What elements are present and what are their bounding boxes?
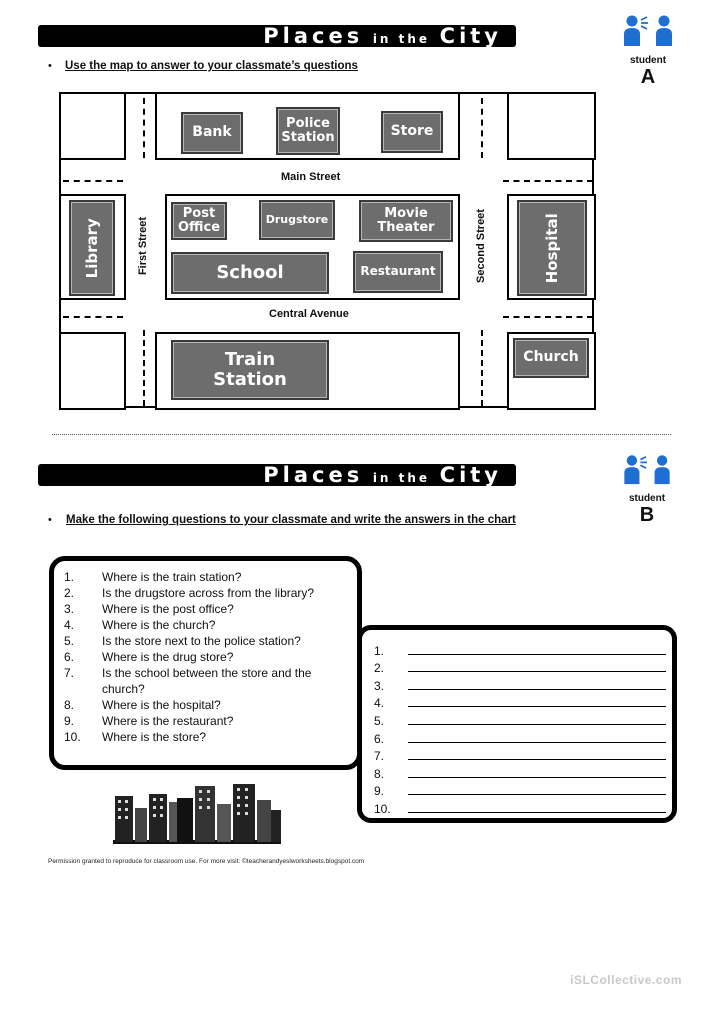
restaurant-building: Restaurant bbox=[353, 251, 443, 293]
question-item bbox=[64, 569, 354, 585]
question-text: Where is the drug store? bbox=[102, 650, 234, 664]
answer-row bbox=[374, 675, 666, 693]
answer-number: 5. bbox=[374, 713, 385, 728]
question-number: 1. bbox=[64, 570, 75, 584]
permission-note: Permission granted to reproduce for classroom use. For more visit: ©teacherandyeslworksheets.blogspot.com bbox=[48, 858, 365, 865]
lane-marking bbox=[143, 330, 145, 406]
city-map bbox=[59, 92, 594, 408]
question-text: Where is the train station? bbox=[102, 570, 242, 584]
answer-row bbox=[374, 658, 666, 676]
police-station-building: Police Station bbox=[276, 107, 340, 155]
bank-building: Bank bbox=[181, 112, 243, 154]
lane-marking bbox=[481, 330, 483, 406]
question-number: 8. bbox=[64, 698, 75, 712]
store-building: Store bbox=[381, 111, 443, 153]
answer-number: 2. bbox=[374, 661, 385, 676]
answer-line[interactable] bbox=[408, 724, 666, 725]
instruction-a: Use the map to answer to your classmate’s questions bbox=[65, 60, 358, 72]
answers-box bbox=[357, 625, 677, 823]
answer-number: 4. bbox=[374, 696, 385, 711]
school-building: School bbox=[171, 252, 329, 294]
student-label: student bbox=[629, 55, 667, 66]
student-b-badge bbox=[617, 452, 677, 526]
question-text: Is the store next to the police station? bbox=[102, 634, 301, 648]
answer-row bbox=[374, 798, 666, 816]
answer-line[interactable] bbox=[408, 742, 666, 743]
hospital-building: Hospital bbox=[517, 200, 587, 296]
question-number: 6. bbox=[64, 650, 75, 664]
answer-line[interactable] bbox=[408, 706, 666, 707]
question-item bbox=[64, 713, 354, 729]
city-skyline-icon bbox=[113, 782, 281, 844]
question-text: Where is the restaurant? bbox=[102, 714, 234, 728]
answer-line[interactable] bbox=[408, 689, 666, 690]
bottom-left-block bbox=[59, 332, 126, 410]
answer-row bbox=[374, 746, 666, 764]
title-a: Places in the City bbox=[263, 24, 502, 48]
church-building: Church bbox=[513, 338, 589, 378]
title-bar-b bbox=[38, 464, 516, 486]
lane-marking bbox=[63, 180, 123, 182]
central-avenue-label: Central Avenue bbox=[269, 308, 349, 320]
answer-number: 7. bbox=[374, 749, 385, 764]
answer-row bbox=[374, 640, 666, 658]
question-number: 5. bbox=[64, 634, 75, 648]
answer-row bbox=[374, 693, 666, 711]
second-street-label: Second Street bbox=[475, 209, 487, 283]
answer-row bbox=[374, 728, 666, 746]
question-number: 10. bbox=[64, 730, 81, 744]
question-text: Where is the post office? bbox=[102, 602, 234, 616]
question-item bbox=[64, 601, 354, 617]
top-left-block bbox=[59, 92, 126, 160]
question-number: 7. bbox=[64, 666, 75, 680]
title-bar-a bbox=[38, 25, 516, 47]
instruction-b: Make the following questions to your classmate and write the answers in the chart bbox=[66, 514, 516, 526]
train-station-building: Train Station bbox=[171, 340, 329, 400]
question-item bbox=[64, 633, 354, 649]
answer-number: 1. bbox=[374, 643, 385, 658]
question-item bbox=[64, 697, 354, 713]
main-street-label: Main Street bbox=[281, 171, 341, 183]
student-letter: B bbox=[639, 504, 655, 526]
title-b: Places in the City bbox=[263, 463, 502, 487]
answer-number: 10. bbox=[374, 801, 391, 816]
students-talking-icon bbox=[621, 452, 673, 486]
question-text: Where is the store? bbox=[102, 730, 207, 744]
answer-number: 9. bbox=[374, 784, 385, 799]
drugstore-building: Drugstore bbox=[259, 200, 335, 240]
question-item bbox=[64, 617, 354, 633]
lane-marking bbox=[481, 98, 483, 158]
question-item bbox=[64, 729, 354, 745]
question-item bbox=[64, 585, 354, 601]
question-text: Where is the hospital? bbox=[102, 698, 221, 712]
question-item bbox=[64, 649, 354, 665]
top-right-block bbox=[507, 92, 596, 160]
student-label: student bbox=[628, 493, 666, 504]
answer-line[interactable] bbox=[408, 759, 666, 760]
question-text: Where is the church? bbox=[102, 618, 216, 632]
question-number: 4. bbox=[64, 618, 75, 632]
watermark: iSLCollective.com bbox=[570, 973, 682, 987]
lane-marking bbox=[503, 316, 593, 318]
student-a-badge bbox=[618, 12, 678, 88]
answers-list bbox=[374, 640, 666, 816]
students-talking-icon bbox=[622, 12, 674, 48]
student-letter: A bbox=[640, 66, 656, 88]
question-item bbox=[64, 665, 354, 697]
post-office-building: Post Office bbox=[171, 202, 227, 240]
answer-number: 6. bbox=[374, 731, 385, 746]
lane-marking bbox=[503, 180, 593, 182]
first-street-label: First Street bbox=[137, 216, 149, 276]
answer-line[interactable] bbox=[408, 794, 666, 795]
answer-line[interactable] bbox=[408, 671, 666, 672]
questions-box bbox=[49, 556, 362, 770]
lane-marking bbox=[63, 316, 123, 318]
questions-list bbox=[64, 569, 354, 745]
section-divider bbox=[52, 434, 671, 435]
library-building: Library bbox=[69, 200, 115, 296]
answer-row bbox=[374, 781, 666, 799]
answer-row bbox=[374, 763, 666, 781]
bullet: • bbox=[48, 60, 52, 72]
answer-line[interactable] bbox=[408, 812, 666, 813]
question-number: 2. bbox=[64, 586, 75, 600]
movie-theater-building: Movie Theater bbox=[359, 200, 453, 242]
answer-row bbox=[374, 710, 666, 728]
lane-marking bbox=[143, 98, 145, 158]
answer-line[interactable] bbox=[408, 777, 666, 778]
answer-number: 8. bbox=[374, 766, 385, 781]
question-text: Is the school between the store and the church? bbox=[102, 666, 312, 696]
bullet: • bbox=[48, 514, 52, 526]
question-number: 3. bbox=[64, 602, 75, 616]
answer-line[interactable] bbox=[408, 654, 666, 655]
question-text: Is the drugstore across from the library? bbox=[102, 586, 315, 600]
answer-number: 3. bbox=[374, 678, 385, 693]
question-number: 9. bbox=[64, 714, 75, 728]
